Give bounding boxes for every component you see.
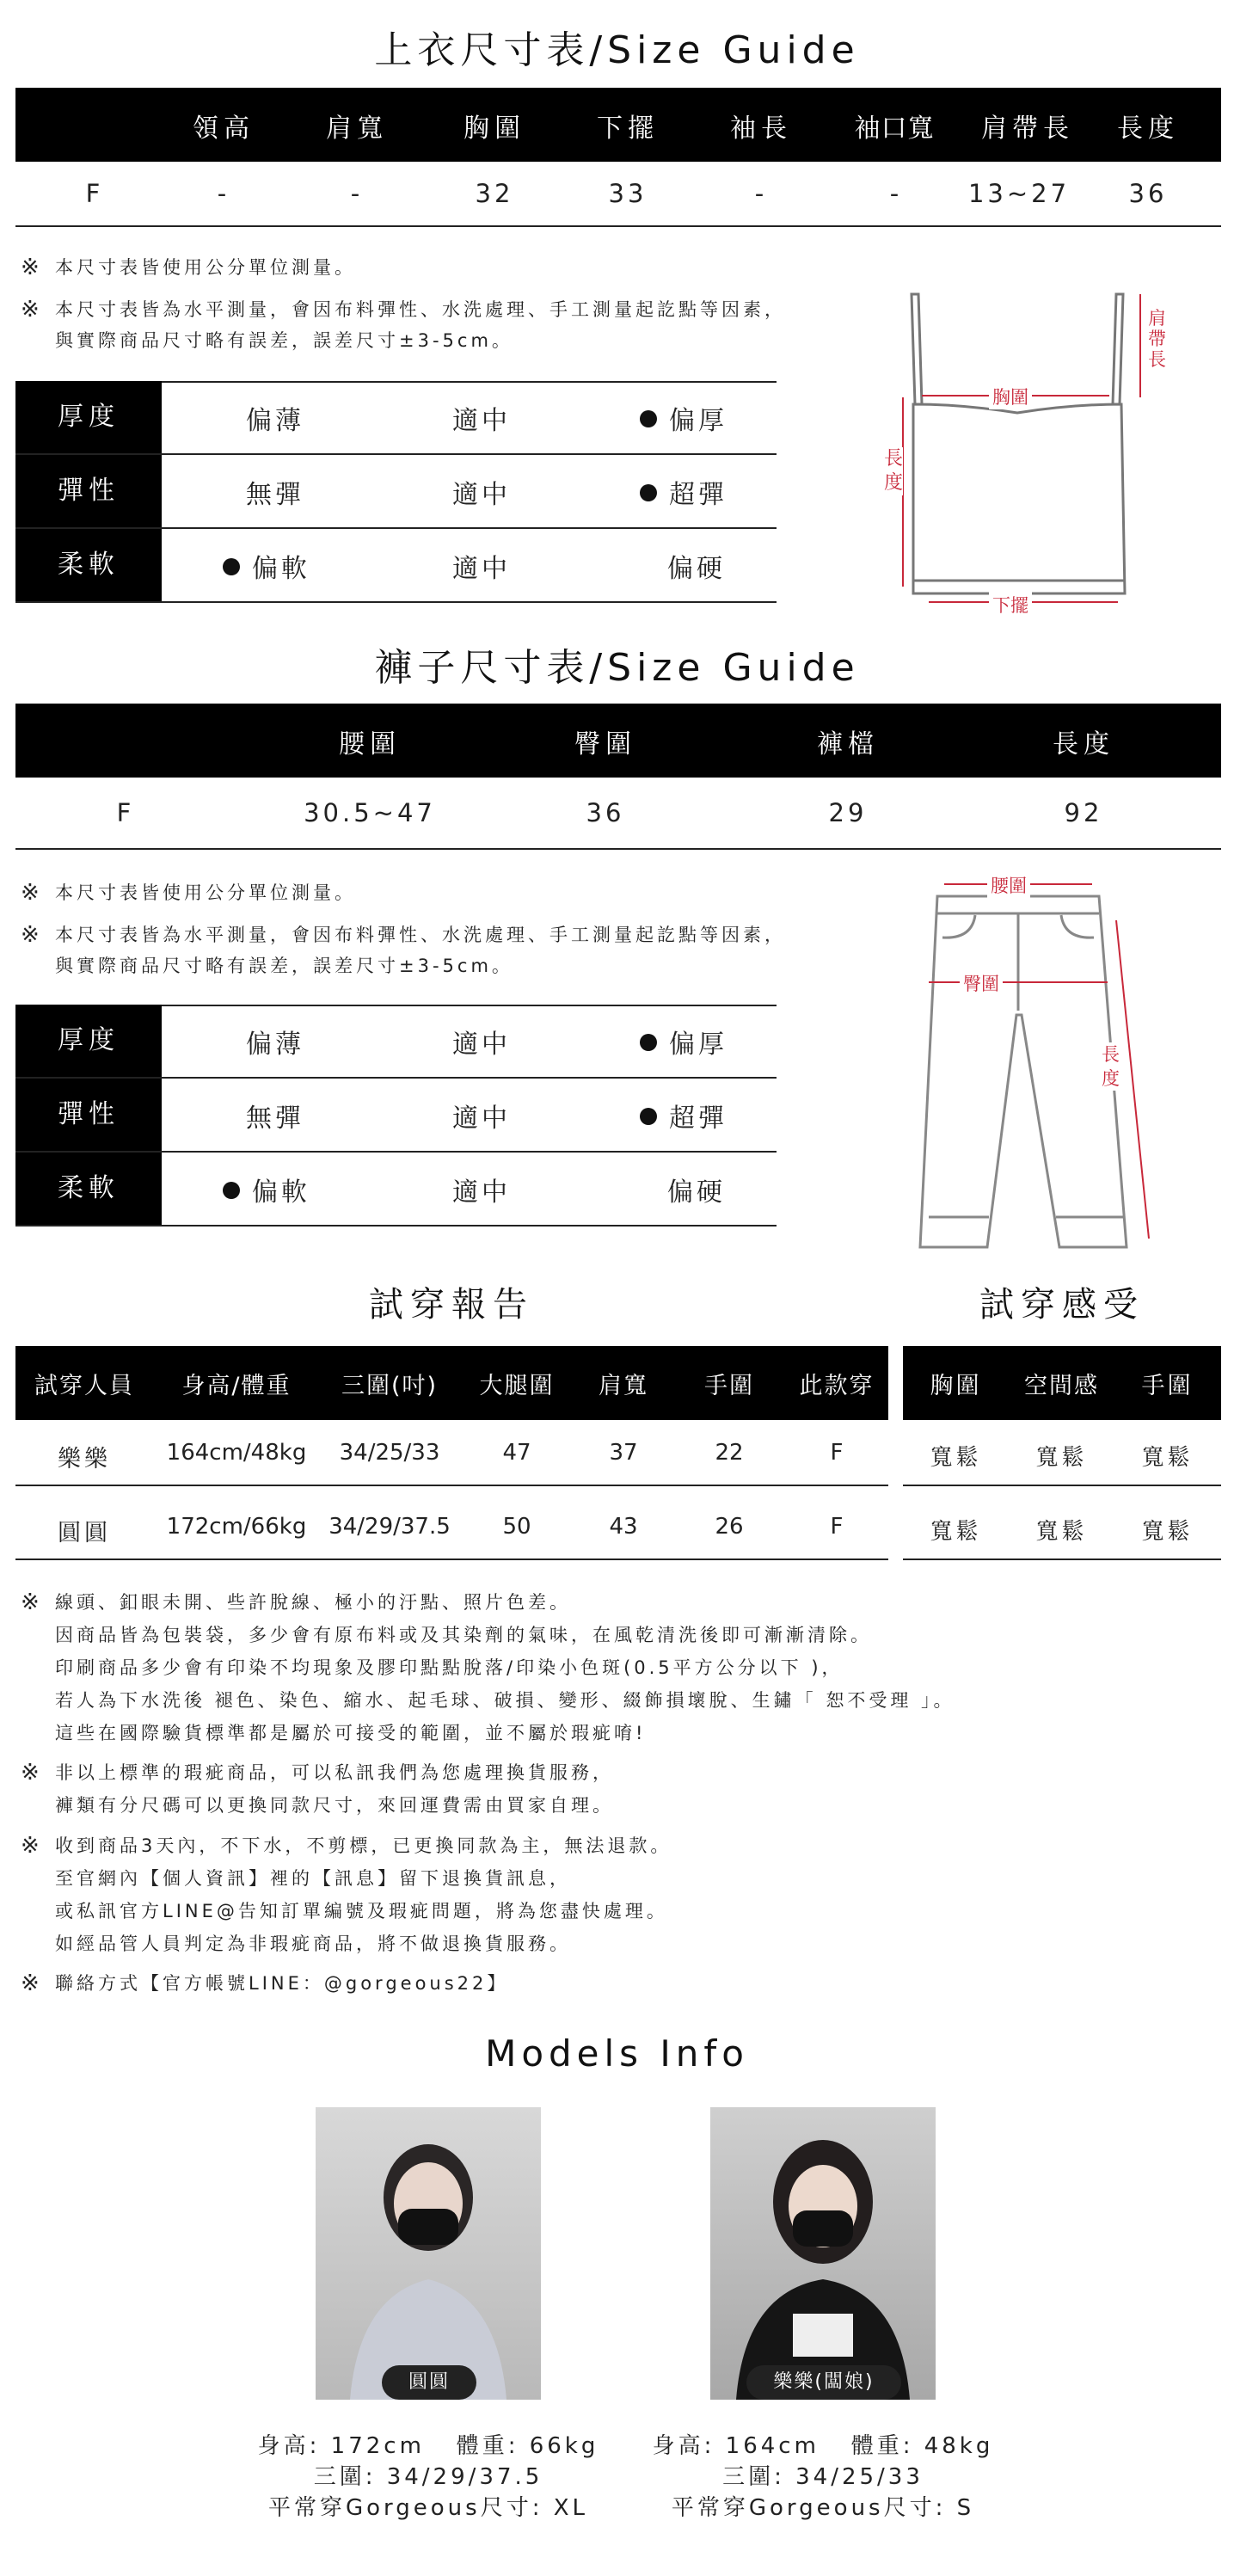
tryon-cell: 26 [715, 1514, 744, 1540]
pants-size-header-bar [15, 704, 1221, 778]
fabric-option-text: 適中 [452, 406, 511, 436]
tryon-feel-cell: 寬鬆 [1141, 1445, 1194, 1471]
size-cell: - [754, 179, 768, 208]
fabric-option-text: 偏厚 [669, 406, 728, 436]
camisole-diagram [869, 284, 1161, 628]
fabric-option [619, 547, 774, 585]
selected-dot-icon [640, 1034, 657, 1051]
hem-label: 下擺 [989, 592, 1032, 618]
fabric-option-text: 偏硬 [667, 1177, 726, 1208]
header-cell: 試穿人員 [34, 1373, 134, 1399]
header-cell: 身高/體重 [181, 1373, 292, 1399]
fabric-option-text: 適中 [452, 480, 511, 510]
fabric-option-text: 適中 [452, 1177, 511, 1208]
fabric-option [404, 547, 559, 585]
size-cell: 32 [475, 179, 514, 208]
header-cell: 胸圍 [464, 114, 525, 144]
header-cell: 臀圍 [574, 729, 636, 759]
tryon-cell: 圓圓 [58, 1520, 111, 1546]
fabric-option-selected [606, 473, 761, 511]
tryon-feel-cell: 寬鬆 [930, 1519, 982, 1545]
tryon-cell: F [830, 1440, 844, 1466]
size-cell: F [116, 798, 135, 827]
header-cell: 肩寬 [326, 114, 388, 144]
size-cell: 33 [608, 179, 648, 208]
fabric-option-text: 偏軟 [252, 554, 310, 584]
fabric-option-text: 無彈 [246, 480, 304, 510]
size-cell: 13~27 [967, 179, 1071, 208]
tryon-cell: 34/29/37.5 [328, 1514, 451, 1540]
size-cell: - [889, 179, 903, 208]
model-photo [710, 2107, 936, 2400]
fabric-option [404, 1171, 559, 1208]
header-cell: 下擺 [597, 114, 659, 144]
fabric-option [198, 473, 353, 511]
fabric-option-text: 偏軟 [252, 1177, 310, 1208]
hip-label: 臀圍 [960, 970, 1003, 996]
note-mark: ※ [21, 255, 40, 280]
model-info: 身高: 172cm 體重: 66kg 三圍: 34/29/37.5 平常穿Gorgeous尺寸: XL [257, 2433, 599, 2521]
right-pocket [1061, 915, 1094, 938]
fabric-label: 厚度 [15, 1005, 162, 1077]
fabric-option [404, 1097, 559, 1134]
model-photo [316, 2107, 541, 2400]
fabric-option [198, 1097, 353, 1134]
pants-size-title: 褲子尺寸表/Size Guide [374, 646, 860, 690]
header-cell: 胸圍 [930, 1373, 982, 1399]
note-text: 與實際商品尺寸略有誤差，誤差尺寸±3-5cm。 [55, 956, 513, 976]
header-cell: 袖長 [730, 114, 792, 144]
divider [15, 1225, 777, 1227]
fabric-option [404, 399, 559, 437]
chest-label: 胸圍 [989, 384, 1032, 409]
header-cell: 肩寬 [599, 1373, 648, 1399]
tryon-cell: 172cm/66kg [166, 1514, 307, 1540]
fabric-option-text: 偏厚 [669, 1030, 728, 1060]
header-cell: 手圍 [704, 1373, 754, 1399]
header-cell: 褲檔 [817, 729, 879, 759]
notice-mark: ※ [21, 1760, 40, 1786]
models-title: Models Info [485, 2032, 749, 2075]
divider [15, 225, 1221, 227]
divider [15, 601, 777, 603]
model-silhouette [710, 2107, 936, 2400]
model-caption: 樂樂(闆娘) [746, 2365, 901, 2400]
selected-dot-icon [640, 1108, 657, 1125]
waist-label: 腰圍 [987, 872, 1030, 898]
size-cell: 29 [828, 798, 868, 827]
notice-text: 非以上標準的瑕疵商品，可以私訊我們為您處理換貨服務， 褲類有分尺碼可以更換同款尺寸，來回運費需由買家自理。 [55, 1762, 614, 1816]
tryon-cell: 47 [502, 1440, 531, 1466]
size-cell: 92 [1064, 798, 1103, 827]
tryon-cell: 樂樂 [58, 1446, 111, 1472]
pants-diagram [912, 869, 1161, 1264]
note-text: 本尺寸表皆使用公分單位測量。 [55, 882, 356, 903]
note-text: 本尺寸表皆為水平測量，會因布料彈性、水洗處理、手工測量起訖點等因素， [55, 299, 786, 320]
length-label: 長 度 [884, 448, 904, 494]
note-text: 本尺寸表皆為水平測量，會因布料彈性、水洗處理、手工測量起訖點等因素， [55, 925, 786, 945]
tryon-feel-title: 試穿感受 [979, 1285, 1145, 1325]
camisole-body [913, 404, 1125, 593]
fabric-option-text: 適中 [452, 1030, 511, 1060]
tryon-cell: 37 [609, 1440, 638, 1466]
fabric-option-selected [606, 399, 761, 437]
notice-text: 收到商品3天內，不下水，不剪標，已更換同款為主，無法退款。 至官網內【個人資訊】裡的【訊息】留下退換貨訊息， 或私訊官方LINE@告知訂單編號及瑕疵問題，將為您盡快處理。 如經品管人員判定為非瑕疵商品，將不做退換貨服務。 [55, 1835, 672, 1954]
divider [15, 1485, 888, 1486]
fabric-option-selected [606, 1097, 761, 1134]
left-pocket [942, 915, 975, 938]
selected-dot-icon [223, 1182, 240, 1199]
header-cell: 大腿圍 [479, 1373, 555, 1399]
tryon-cell: 43 [609, 1514, 638, 1540]
size-cell: - [350, 179, 364, 208]
note-text: 與實際商品尺寸略有誤差，誤差尺寸±3-5cm。 [55, 330, 513, 351]
size-cell: 30.5~47 [304, 798, 436, 827]
divider [15, 1559, 888, 1560]
tryon-cell: 34/25/33 [339, 1440, 440, 1466]
header-cell: 空間感 [1024, 1373, 1099, 1399]
fabric-option-text: 偏硬 [667, 554, 726, 584]
header-cell: 腰圍 [339, 729, 401, 759]
divider [903, 1559, 1221, 1560]
notice-mark: ※ [21, 1970, 40, 1996]
top-size-title: 上衣尺寸表/Size Guide [374, 28, 860, 72]
tryon-feel-cell: 寬鬆 [1035, 1445, 1088, 1471]
size-cell: 36 [586, 798, 625, 827]
fabric-option-text: 超彈 [669, 1104, 728, 1134]
selected-dot-icon [640, 410, 657, 427]
fabric-option-selected [189, 547, 344, 585]
tryon-feel-cell: 寬鬆 [1141, 1519, 1194, 1545]
right-strap [1113, 294, 1123, 404]
header-cell: 三圍(吋) [341, 1373, 439, 1399]
tryon-feel-cell: 寬鬆 [1035, 1519, 1088, 1545]
tryon-cell: 164cm/48kg [166, 1440, 307, 1466]
size-cell: F [85, 179, 104, 208]
fabric-option [198, 1023, 353, 1061]
header-cell: 手圍 [1141, 1373, 1194, 1399]
length-label: 長 度 [1102, 1044, 1120, 1089]
fabric-label: 彈性 [15, 1079, 162, 1151]
model-silhouette [316, 2107, 541, 2400]
fabric-label: 厚度 [15, 381, 162, 453]
fabric-option-selected [606, 1023, 761, 1061]
model-caption: 圓圓 [382, 2365, 476, 2400]
fabric-label: 柔軟 [15, 1153, 162, 1225]
fabric-option-text: 適中 [452, 554, 511, 584]
fabric-option-text: 偏薄 [246, 1030, 304, 1060]
tryon-header-bar [15, 1346, 888, 1420]
note-text: 本尺寸表皆使用公分單位測量。 [55, 257, 356, 278]
fabric-option-text: 超彈 [669, 480, 728, 510]
header-cell: 長度 [1053, 729, 1114, 759]
fabric-option-text: 適中 [452, 1104, 511, 1134]
size-cell: - [217, 179, 230, 208]
model-info: 身高: 164cm 體重: 48kg 三圍: 34/25/33 平常穿Gorgeous尺寸: S [652, 2433, 994, 2521]
pants-outline [920, 896, 1127, 1247]
notice-text: 聯絡方式【官方帳號LINE：@gorgeous22】 [55, 1973, 509, 1994]
tryon-cell: F [830, 1514, 844, 1540]
divider [15, 848, 1221, 850]
fabric-option-selected [189, 1171, 344, 1208]
tryon-feel-header-bar [903, 1346, 1221, 1420]
notice-text: 線頭、釦眼未開、些許脫線、極小的汙點、照片色差。 因商品皆為包裝袋，多少會有原布料或及其染劑的氣味，在風乾清洗後即可漸漸清除。 印刷商品多少會有印染不均現象及膠印點點脫落/印染小色斑(0.5平方公分以下 )， 若人為下水洗後 褪色、染色、縮水、起毛球、破損、變形、綴飾損壞脫、生鏽「 恕不受理 」。 這些在國際驗貨標準都是屬於可接受的範圍，並不屬於瑕疵唷! [55, 1592, 955, 1743]
fabric-option [619, 1171, 774, 1208]
notice-mark: ※ [21, 1589, 40, 1615]
header-cell: 肩帶長 [981, 114, 1074, 144]
selected-dot-icon [640, 484, 657, 501]
note-mark: ※ [21, 880, 40, 906]
fabric-option [198, 399, 353, 437]
tryon-title: 試穿報告 [369, 1285, 534, 1325]
selected-dot-icon [223, 558, 240, 575]
note-mark: ※ [21, 922, 40, 948]
tryon-cell: 50 [502, 1514, 531, 1540]
header-cell: 袖口寬 [854, 114, 935, 144]
note-mark: ※ [21, 297, 40, 323]
fabric-label: 柔軟 [15, 529, 162, 601]
fabric-label: 彈性 [15, 455, 162, 527]
tryon-feel-cell: 寬鬆 [930, 1445, 982, 1471]
notice-mark: ※ [21, 1833, 40, 1859]
fabric-option-text: 偏薄 [246, 406, 304, 436]
top-size-header-bar [15, 88, 1221, 162]
header-cell: 此款穿 [799, 1373, 875, 1399]
header-cell: 長度 [1117, 114, 1179, 144]
fabric-option [404, 1023, 559, 1061]
left-strap [912, 294, 922, 404]
header-cell: 領高 [193, 114, 255, 144]
size-cell: 36 [1128, 179, 1168, 208]
fabric-option-text: 無彈 [246, 1104, 304, 1134]
fabric-option [404, 473, 559, 511]
divider [903, 1485, 1221, 1486]
strap-label: 肩 帶 長 [1148, 308, 1166, 370]
tryon-cell: 22 [715, 1440, 744, 1466]
